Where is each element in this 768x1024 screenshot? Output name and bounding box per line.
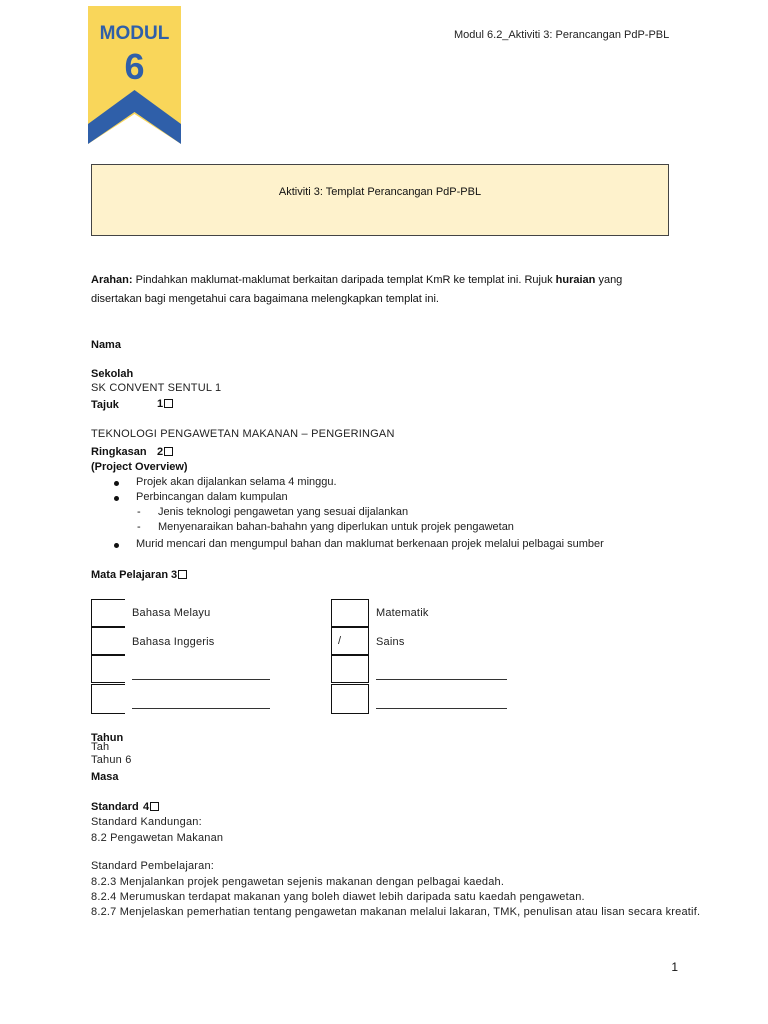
tajuk-value: TEKNOLOGI PENGAWETAN MAKANAN – PENGERINGAN bbox=[91, 428, 395, 440]
standard-pembelajaran-item: 8.2.7 Menjelaskan pemerhatian tentang pengawetan makanan melalui lakaran, TMK, penulisan atau lisan secara kreatif. bbox=[91, 906, 701, 918]
tajuk-label: Tajuk bbox=[91, 399, 119, 411]
standard-pembelajaran-item: 8.2.4 Merumuskan terdapat makanan yang boleh diawet lebih daripada satu kaedah pengawetan. bbox=[91, 891, 585, 903]
instruction-bold-word: huraian bbox=[555, 274, 596, 286]
checkbox-icon bbox=[164, 447, 173, 456]
subject-name: Bahasa Inggeris bbox=[132, 636, 215, 648]
instruction-text-2: yang disertakan bagi mengetahui cara bagaimana melengkapkan templat ini. bbox=[91, 274, 623, 305]
tajuk-number bbox=[157, 398, 173, 410]
project-overview-label: (Project Overview) bbox=[91, 461, 188, 473]
sub-list-item: Jenis teknologi pengawetan yang sesuai dijalankan bbox=[158, 506, 409, 518]
list-item: Murid mencari dan mengumpul bahan dan maklumat berkenaan projek melalui pelbagai sumber bbox=[136, 538, 604, 550]
checkbox-icon bbox=[164, 399, 173, 408]
subject-checkbox-blank-2[interactable] bbox=[91, 684, 125, 714]
standard-pembelajaran-item: 8.2.3 Menjalankan projek pengawetan sejenis makanan dengan pelbagai kaedah. bbox=[91, 876, 505, 888]
subject-mark: / bbox=[338, 635, 342, 647]
tajuk-number-text: 1 bbox=[157, 398, 164, 410]
logo-number: 6 bbox=[124, 46, 145, 87]
standard-number bbox=[143, 801, 159, 813]
dash-marker: - bbox=[137, 521, 141, 533]
checkbox-icon bbox=[178, 570, 187, 579]
subject-checkbox-blank-3[interactable] bbox=[331, 655, 369, 683]
subject-checkbox-blank-1[interactable] bbox=[91, 655, 125, 683]
standard-kandungan-item: 8.2 Pengawetan Makanan bbox=[91, 832, 224, 844]
modul-6-logo bbox=[88, 6, 181, 144]
sekolah-label: Sekolah bbox=[91, 368, 134, 380]
activity-title: Aktiviti 3: Templat Perancangan PdP-PBL bbox=[278, 186, 482, 198]
subject-name: Sains bbox=[376, 636, 405, 648]
standard-kandungan-label: Standard Kandungan: bbox=[91, 816, 202, 828]
tahun-label: Tahun bbox=[91, 732, 124, 744]
masa-label: Masa bbox=[91, 771, 119, 783]
subject-checkbox-blank-4[interactable] bbox=[331, 684, 369, 714]
tahun-value: Tahun 6 bbox=[91, 754, 132, 766]
logo-title: MODUL bbox=[99, 23, 170, 44]
bullet-icon bbox=[114, 543, 119, 548]
mata-pelajaran-number-text: 3 bbox=[171, 569, 178, 581]
instruction-paragraph bbox=[91, 271, 671, 309]
subject-name: Bahasa Melayu bbox=[132, 607, 211, 619]
subject-checkbox-sains[interactable] bbox=[331, 627, 369, 655]
sekolah-value: SK CONVENT SENTUL 1 bbox=[91, 382, 222, 394]
standard-number-text: 4 bbox=[143, 801, 150, 813]
subject-checkbox-matematik[interactable] bbox=[331, 599, 369, 627]
checkbox-icon bbox=[150, 802, 159, 811]
nama-label: Nama bbox=[91, 339, 121, 351]
mata-pelajaran-label: Mata Pelajaran bbox=[91, 569, 169, 581]
sub-list-item: Menyenaraikan bahan-bahahn yang diperlukan untuk projek pengawetan bbox=[158, 521, 514, 533]
blank-subject-line bbox=[132, 708, 270, 709]
ringkasan-label: Ringkasan bbox=[91, 446, 147, 458]
subject-name: Matematik bbox=[376, 607, 429, 619]
page-number: 1 bbox=[671, 960, 678, 974]
bullet-icon bbox=[114, 496, 119, 501]
blank-subject-line bbox=[376, 679, 507, 680]
list-item: Perbincangan dalam kumpulan bbox=[136, 491, 288, 503]
subject-checkbox-bahasa-melayu[interactable] bbox=[91, 599, 125, 627]
activity-title-box bbox=[91, 164, 669, 236]
subject-checkbox-bahasa-inggeris[interactable] bbox=[91, 627, 125, 655]
instruction-text-1: Pindahkan maklumat-maklumat berkaitan daripada templat KmR ke templat ini. Rujuk bbox=[132, 274, 556, 286]
ringkasan-number-text: 2 bbox=[157, 446, 164, 458]
document-header: Modul 6.2_Aktiviti 3: Perancangan PdP-PBL bbox=[454, 29, 670, 41]
tahun-overlap-text: Tah bbox=[91, 741, 110, 753]
instruction-lead: Arahan: bbox=[91, 274, 133, 286]
dash-marker: - bbox=[137, 506, 141, 518]
standard-pembelajaran-label: Standard Pembelajaran: bbox=[91, 860, 215, 872]
bullet-icon bbox=[114, 481, 119, 486]
list-item: Projek akan dijalankan selama 4 minggu. bbox=[136, 476, 337, 488]
ringkasan-number bbox=[157, 446, 173, 458]
blank-subject-line bbox=[376, 708, 507, 709]
standard-label: Standard bbox=[91, 801, 139, 813]
mata-pelajaran-number bbox=[171, 569, 187, 581]
blank-subject-line bbox=[132, 679, 270, 680]
